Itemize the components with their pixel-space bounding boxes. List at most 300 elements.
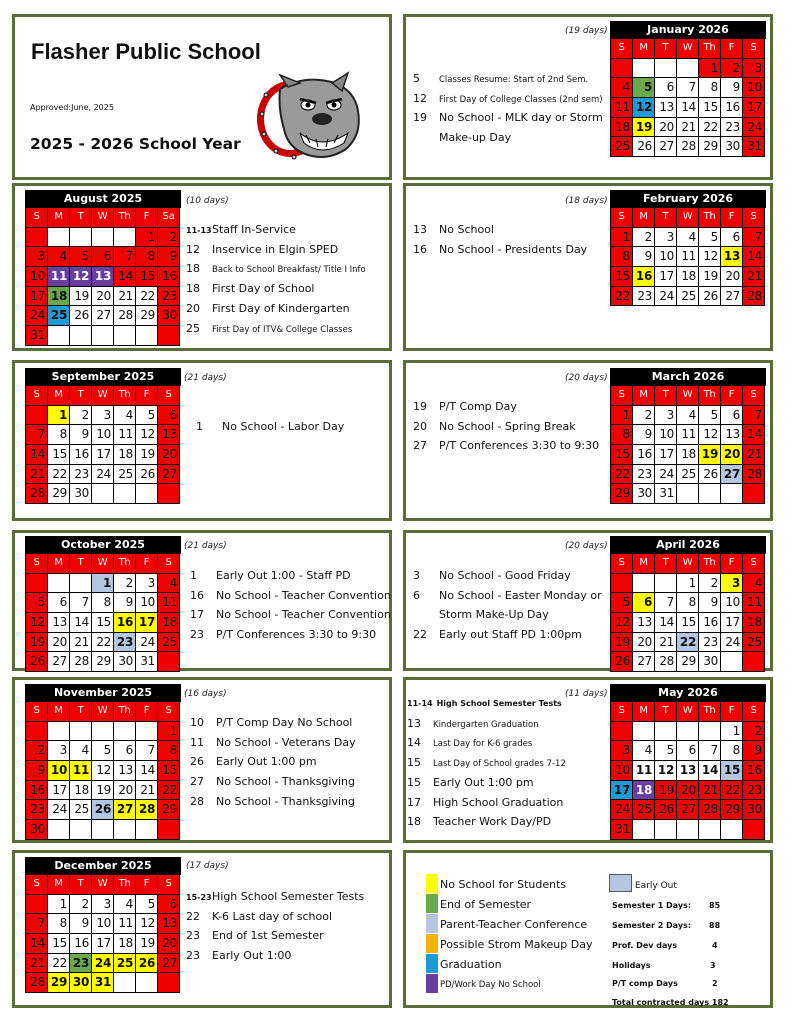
day-cell: 11 [70, 761, 92, 781]
event-text: Early Out 1:00 [212, 949, 292, 963]
day-cell: 7 [677, 78, 699, 98]
event-date: 27 [190, 775, 204, 789]
day-cell: 14 [26, 934, 48, 954]
day-cell: 6 [92, 247, 114, 267]
day-cell: 18 [158, 613, 180, 633]
day-cell: 1 [48, 895, 70, 915]
weekday-header: W [677, 386, 699, 406]
school-days-december: (17 days) [186, 861, 229, 871]
day-cell: 31 [743, 137, 765, 157]
calendar-march [610, 368, 766, 504]
day-cell: 27 [677, 800, 699, 820]
day-cell: 16 [70, 445, 92, 465]
empty-cell [633, 574, 655, 594]
day-cell: 21 [70, 633, 92, 653]
day-cell: 15 [48, 445, 70, 465]
month-title-february: February 2026 [610, 190, 766, 207]
empty-cell [114, 326, 136, 346]
empty-cell [699, 820, 721, 840]
event-text: Staff In-Service [212, 223, 296, 236]
event-text: Early Out 1:00 pm [433, 775, 534, 789]
day-cell: 10 [655, 247, 677, 267]
day-cell: 11 [114, 425, 136, 445]
day-cell: 2 [70, 895, 92, 915]
event-text: Classes Resume: Start of 2nd Sem. [439, 75, 589, 85]
calendar-november [25, 684, 181, 840]
event-april [413, 586, 602, 606]
day-cell: 19 [136, 445, 158, 465]
day-cell: 2 [158, 228, 180, 248]
day-cell: 3 [721, 574, 743, 594]
event-text: No School - Teacher Convention [216, 588, 391, 602]
day-cell: 12 [70, 267, 92, 287]
school-days-may: (11 days) [565, 689, 608, 699]
empty-cell [158, 973, 180, 993]
event-text: Make-up Day [439, 131, 512, 145]
weekday-header: T [70, 386, 92, 406]
day-cell: 6 [158, 895, 180, 915]
weekday-header: M [633, 208, 655, 228]
day-cell: 13 [721, 425, 743, 445]
day-cell: 24 [611, 800, 633, 820]
day-cell: 10 [26, 267, 48, 287]
day-cell: 22 [92, 633, 114, 653]
weekday-header: Th [699, 208, 721, 228]
day-cell: 29 [136, 306, 158, 326]
day-cell: 2 [743, 722, 765, 742]
weekday-header: S [26, 702, 48, 722]
empty-cell [633, 820, 655, 840]
day-cell: 26 [633, 137, 655, 157]
day-cell: 7 [26, 425, 48, 445]
day-cell: 15 [721, 761, 743, 781]
day-cell: 27 [721, 287, 743, 307]
legend-swatch-end-semester [426, 894, 438, 913]
event-november [190, 733, 356, 753]
day-cell: 13 [677, 761, 699, 781]
event-date: 10 [190, 716, 204, 729]
weekday-header: F [136, 386, 158, 406]
day-cell: 7 [70, 593, 92, 613]
day-cell: 23 [633, 465, 655, 485]
event-august [186, 259, 366, 281]
day-cell: 29 [721, 800, 743, 820]
event-text: First Day of ITV& College Classes [212, 324, 353, 335]
day-cell: 16 [70, 934, 92, 954]
empty-cell [743, 652, 765, 672]
event-text: Kindergarten Graduation [433, 719, 539, 730]
weekday-header: W [677, 208, 699, 228]
calendar-september [25, 368, 181, 504]
event-may [407, 694, 562, 714]
day-cell: 24 [136, 633, 158, 653]
day-cell: 16 [699, 613, 721, 633]
event-date: 15 [407, 775, 421, 789]
event-date: 23 [190, 628, 204, 642]
weekday-header: Th [114, 208, 136, 228]
weekday-header: W [677, 39, 699, 59]
day-cell: 25 [677, 465, 699, 485]
day-cell: 12 [699, 425, 721, 445]
day-cell: 13 [633, 613, 655, 633]
legend-swatch-no-school [426, 874, 438, 893]
school-days-january: (19 days) [565, 26, 608, 36]
day-cell: 17 [743, 98, 765, 118]
day-cell: 6 [655, 78, 677, 98]
day-cell: 5 [92, 741, 114, 761]
empty-cell [26, 406, 48, 426]
day-cell: 24 [743, 118, 765, 138]
day-cell: 21 [114, 287, 136, 307]
event-date: 26 [190, 755, 204, 769]
event-january [413, 89, 603, 111]
day-cell: 6 [114, 741, 136, 761]
event-text: First Day of School [212, 282, 315, 296]
event-date: 19 [413, 111, 427, 125]
day-cell: 20 [48, 633, 70, 653]
day-cell: 20 [92, 287, 114, 307]
day-cell: 7 [699, 741, 721, 761]
empty-cell [136, 484, 158, 504]
weekday-header: S [611, 386, 633, 406]
event-text: No School - Thanksgiving [216, 775, 355, 789]
day-cell: 2 [70, 406, 92, 426]
empty-cell [611, 59, 633, 79]
day-cell: 4 [70, 741, 92, 761]
day-cell: 5 [699, 406, 721, 426]
day-cell: 16 [743, 761, 765, 781]
empty-cell [136, 722, 158, 742]
event-august [186, 279, 314, 299]
empty-cell [158, 326, 180, 346]
day-cell: 5 [655, 741, 677, 761]
weekday-header: F [721, 39, 743, 59]
event-date: 11 [190, 735, 204, 749]
weekday-header: W [92, 386, 114, 406]
event-text: No School - Thanksgiving [216, 794, 355, 808]
weekday-header: Th [114, 386, 136, 406]
event-january [413, 69, 588, 91]
weekday-header: F [721, 554, 743, 574]
weekday-header: S [743, 208, 765, 228]
day-cell: 4 [677, 406, 699, 426]
empty-cell [611, 722, 633, 742]
day-cell: 3 [92, 895, 114, 915]
day-cell: 15 [611, 445, 633, 465]
event-november [190, 713, 352, 733]
day-cell: 26 [655, 800, 677, 820]
calendar-february [610, 190, 766, 306]
day-cell: 1 [611, 228, 633, 248]
day-cell: 14 [655, 613, 677, 633]
day-cell: 29 [611, 484, 633, 504]
day-cell: 7 [136, 741, 158, 761]
day-cell: 5 [26, 593, 48, 613]
day-cell: 29 [158, 800, 180, 820]
day-cell: 22 [136, 287, 158, 307]
event-december [186, 907, 332, 927]
event-march [413, 417, 576, 437]
legend-pd: PD/Work Day No School [440, 980, 541, 990]
empty-cell [677, 59, 699, 79]
day-cell: 22 [699, 118, 721, 138]
event-march [413, 436, 599, 456]
day-cell: 17 [48, 781, 70, 801]
day-cell: 5 [136, 406, 158, 426]
event-may [407, 753, 566, 775]
empty-cell [114, 484, 136, 504]
calendar-grid-november [25, 701, 181, 840]
day-cell: 10 [48, 761, 70, 781]
weekday-header: F [721, 386, 743, 406]
event-date: 22 [186, 909, 200, 923]
day-cell: 4 [114, 895, 136, 915]
day-cell: 23 [114, 633, 136, 653]
day-cell: 30 [70, 484, 92, 504]
day-cell: 22 [158, 781, 180, 801]
event-december [186, 926, 324, 946]
day-cell: 9 [158, 247, 180, 267]
day-cell: 25 [743, 633, 765, 653]
empty-cell [633, 722, 655, 742]
event-date: 17 [407, 795, 421, 809]
calendar-april [610, 536, 766, 672]
weekday-header: T [655, 39, 677, 59]
event-august [186, 220, 296, 241]
empty-cell [92, 820, 114, 840]
day-cell: 31 [92, 973, 114, 993]
empty-cell [114, 973, 136, 993]
event-may [407, 773, 534, 793]
weekday-header: S [743, 554, 765, 574]
weekday-header: S [26, 554, 48, 574]
day-cell: 23 [743, 781, 765, 801]
empty-cell [114, 722, 136, 742]
event-text: No School - Spring Break [439, 419, 576, 433]
school-days-march: (20 days) [565, 373, 608, 383]
day-cell: 21 [26, 954, 48, 974]
empty-cell [48, 228, 70, 248]
day-cell: 5 [136, 895, 158, 915]
school-days-august: (10 days) [186, 196, 229, 206]
day-cell: 26 [699, 465, 721, 485]
weekday-header: T [655, 386, 677, 406]
school-year: 2025 - 2026 School Year [30, 135, 241, 153]
day-cell: 3 [655, 406, 677, 426]
calendar-grid-august [25, 207, 181, 346]
day-cell: 19 [633, 118, 655, 138]
day-cell: 26 [92, 800, 114, 820]
day-cell: 20 [158, 445, 180, 465]
day-cell: 1 [48, 406, 70, 426]
event-date: 22 [413, 628, 427, 642]
day-cell: 22 [611, 465, 633, 485]
event-text: Last Day for K-6 grades [433, 739, 533, 750]
empty-cell [158, 652, 180, 672]
calendar-january [610, 21, 766, 157]
day-cell: 6 [721, 406, 743, 426]
weekday-header: S [158, 554, 180, 574]
month-title-august: August 2025 [25, 190, 181, 207]
day-cell: 26 [136, 954, 158, 974]
event-date: 11-13 [186, 226, 212, 235]
empty-cell [26, 574, 48, 594]
day-cell: 17 [92, 934, 114, 954]
day-cell: 5 [70, 247, 92, 267]
day-cell: 30 [26, 820, 48, 840]
day-cell: 14 [743, 247, 765, 267]
empty-cell [26, 895, 48, 915]
event-text: High School Semester Tests [436, 699, 562, 708]
event-text: P/T Conferences 3:30 to 9:30 [216, 628, 377, 642]
event-october [190, 625, 376, 645]
weekday-header: T [655, 702, 677, 722]
day-cell: 8 [611, 247, 633, 267]
empty-cell [743, 484, 765, 504]
event-october [190, 586, 391, 606]
day-cell: 1 [611, 406, 633, 426]
day-cell: 11 [633, 761, 655, 781]
month-title-september: September 2025 [25, 368, 181, 385]
event-text: P/T Conferences 3:30 to 9:30 [439, 439, 600, 453]
day-cell: 3 [611, 741, 633, 761]
event-date: 16 [190, 588, 204, 602]
empty-cell [114, 228, 136, 248]
event-august [186, 319, 352, 341]
day-cell: 22 [48, 465, 70, 485]
day-cell: 18 [114, 934, 136, 954]
day-cell: 2 [633, 406, 655, 426]
day-cell: 1 [136, 228, 158, 248]
weekday-header: M [48, 875, 70, 895]
day-cell: 28 [699, 800, 721, 820]
day-cell: 4 [743, 574, 765, 594]
day-cell: 13 [158, 914, 180, 934]
legend-end-semester: End of Semester [440, 898, 532, 911]
event-august [186, 299, 350, 319]
day-cell: 21 [26, 465, 48, 485]
event-date: 12 [186, 242, 200, 256]
event-date: 13 [407, 716, 421, 730]
empty-cell [655, 820, 677, 840]
empty-cell [70, 228, 92, 248]
day-cell: 8 [611, 425, 633, 445]
event-date: 23 [186, 929, 200, 943]
day-cell: 20 [655, 118, 677, 138]
calendar-grid-may [610, 701, 766, 840]
weekday-header: F [136, 702, 158, 722]
calendar-october [25, 536, 181, 672]
day-cell: 2 [26, 741, 48, 761]
weekday-header: F [136, 554, 158, 574]
stat-sem2-label: Semester 2 Days: [612, 921, 692, 930]
weekday-header: Sa [158, 208, 180, 228]
event-date: 11-14 [407, 699, 433, 708]
day-cell: 15 [699, 98, 721, 118]
day-cell: 9 [633, 247, 655, 267]
day-cell: 11 [611, 98, 633, 118]
day-cell: 13 [721, 247, 743, 267]
event-text: Teacher Work Day/PD [433, 815, 552, 829]
day-cell: 1 [699, 59, 721, 79]
day-cell: 7 [743, 228, 765, 248]
day-cell: 6 [721, 228, 743, 248]
weekday-header: M [48, 554, 70, 574]
day-cell: 14 [114, 267, 136, 287]
weekday-header: M [633, 386, 655, 406]
event-date: 16 [413, 242, 427, 256]
day-cell: 24 [48, 800, 70, 820]
day-cell: 19 [70, 287, 92, 307]
weekday-header: T [70, 875, 92, 895]
event-date: 1 [196, 420, 203, 433]
day-cell: 16 [26, 781, 48, 801]
day-cell: 1 [92, 574, 114, 594]
empty-cell [92, 326, 114, 346]
day-cell: 3 [92, 406, 114, 426]
day-cell: 16 [721, 98, 743, 118]
legend-graduation: Graduation [440, 958, 502, 971]
day-cell: 18 [677, 267, 699, 287]
stat-sem2-value: 88 [709, 921, 721, 930]
day-cell: 24 [92, 465, 114, 485]
day-cell: 20 [114, 781, 136, 801]
weekday-header: F [136, 875, 158, 895]
event-text: First Day of College Classes (2nd sem) [439, 94, 603, 105]
school-days-september: (21 days) [184, 373, 227, 383]
school-days-october: (21 days) [184, 541, 227, 551]
weekday-header: S [611, 554, 633, 574]
day-cell: 23 [26, 800, 48, 820]
stat-pd-label: Prof. Dev days [612, 941, 678, 950]
calendar-grid-september [25, 385, 181, 504]
day-cell: 6 [633, 593, 655, 613]
day-cell: 29 [48, 973, 70, 993]
day-cell: 27 [92, 306, 114, 326]
event-date: 1 [190, 569, 197, 582]
day-cell: 11 [114, 914, 136, 934]
event-text: Storm Make-Up Day [439, 608, 549, 622]
empty-cell [136, 820, 158, 840]
day-cell: 17 [655, 267, 677, 287]
weekday-header: S [611, 39, 633, 59]
day-cell: 23 [721, 118, 743, 138]
day-cell: 15 [677, 613, 699, 633]
stat-sem1-value: 85 [709, 901, 721, 910]
month-title-april: April 2026 [610, 536, 766, 553]
event-text: Back to School Breakfast/ Title I Info [212, 265, 366, 276]
day-cell: 9 [70, 425, 92, 445]
event-text: P/T Comp Day [439, 400, 517, 413]
day-cell: 15 [92, 613, 114, 633]
day-cell: 27 [158, 954, 180, 974]
day-cell: 26 [26, 652, 48, 672]
day-cell: 23 [158, 287, 180, 307]
weekday-header: Th [114, 702, 136, 722]
day-cell: 6 [48, 593, 70, 613]
day-cell: 15 [611, 267, 633, 287]
day-cell: 28 [70, 652, 92, 672]
empty-cell [70, 574, 92, 594]
event-date: 18 [407, 815, 421, 829]
stat-pd-value: 4 [712, 941, 718, 950]
empty-cell [26, 228, 48, 248]
event-november [190, 752, 317, 772]
event-text: P/T Comp Day No School [216, 716, 353, 729]
header-panel [12, 14, 392, 180]
weekday-header: W [92, 875, 114, 895]
empty-cell [70, 820, 92, 840]
